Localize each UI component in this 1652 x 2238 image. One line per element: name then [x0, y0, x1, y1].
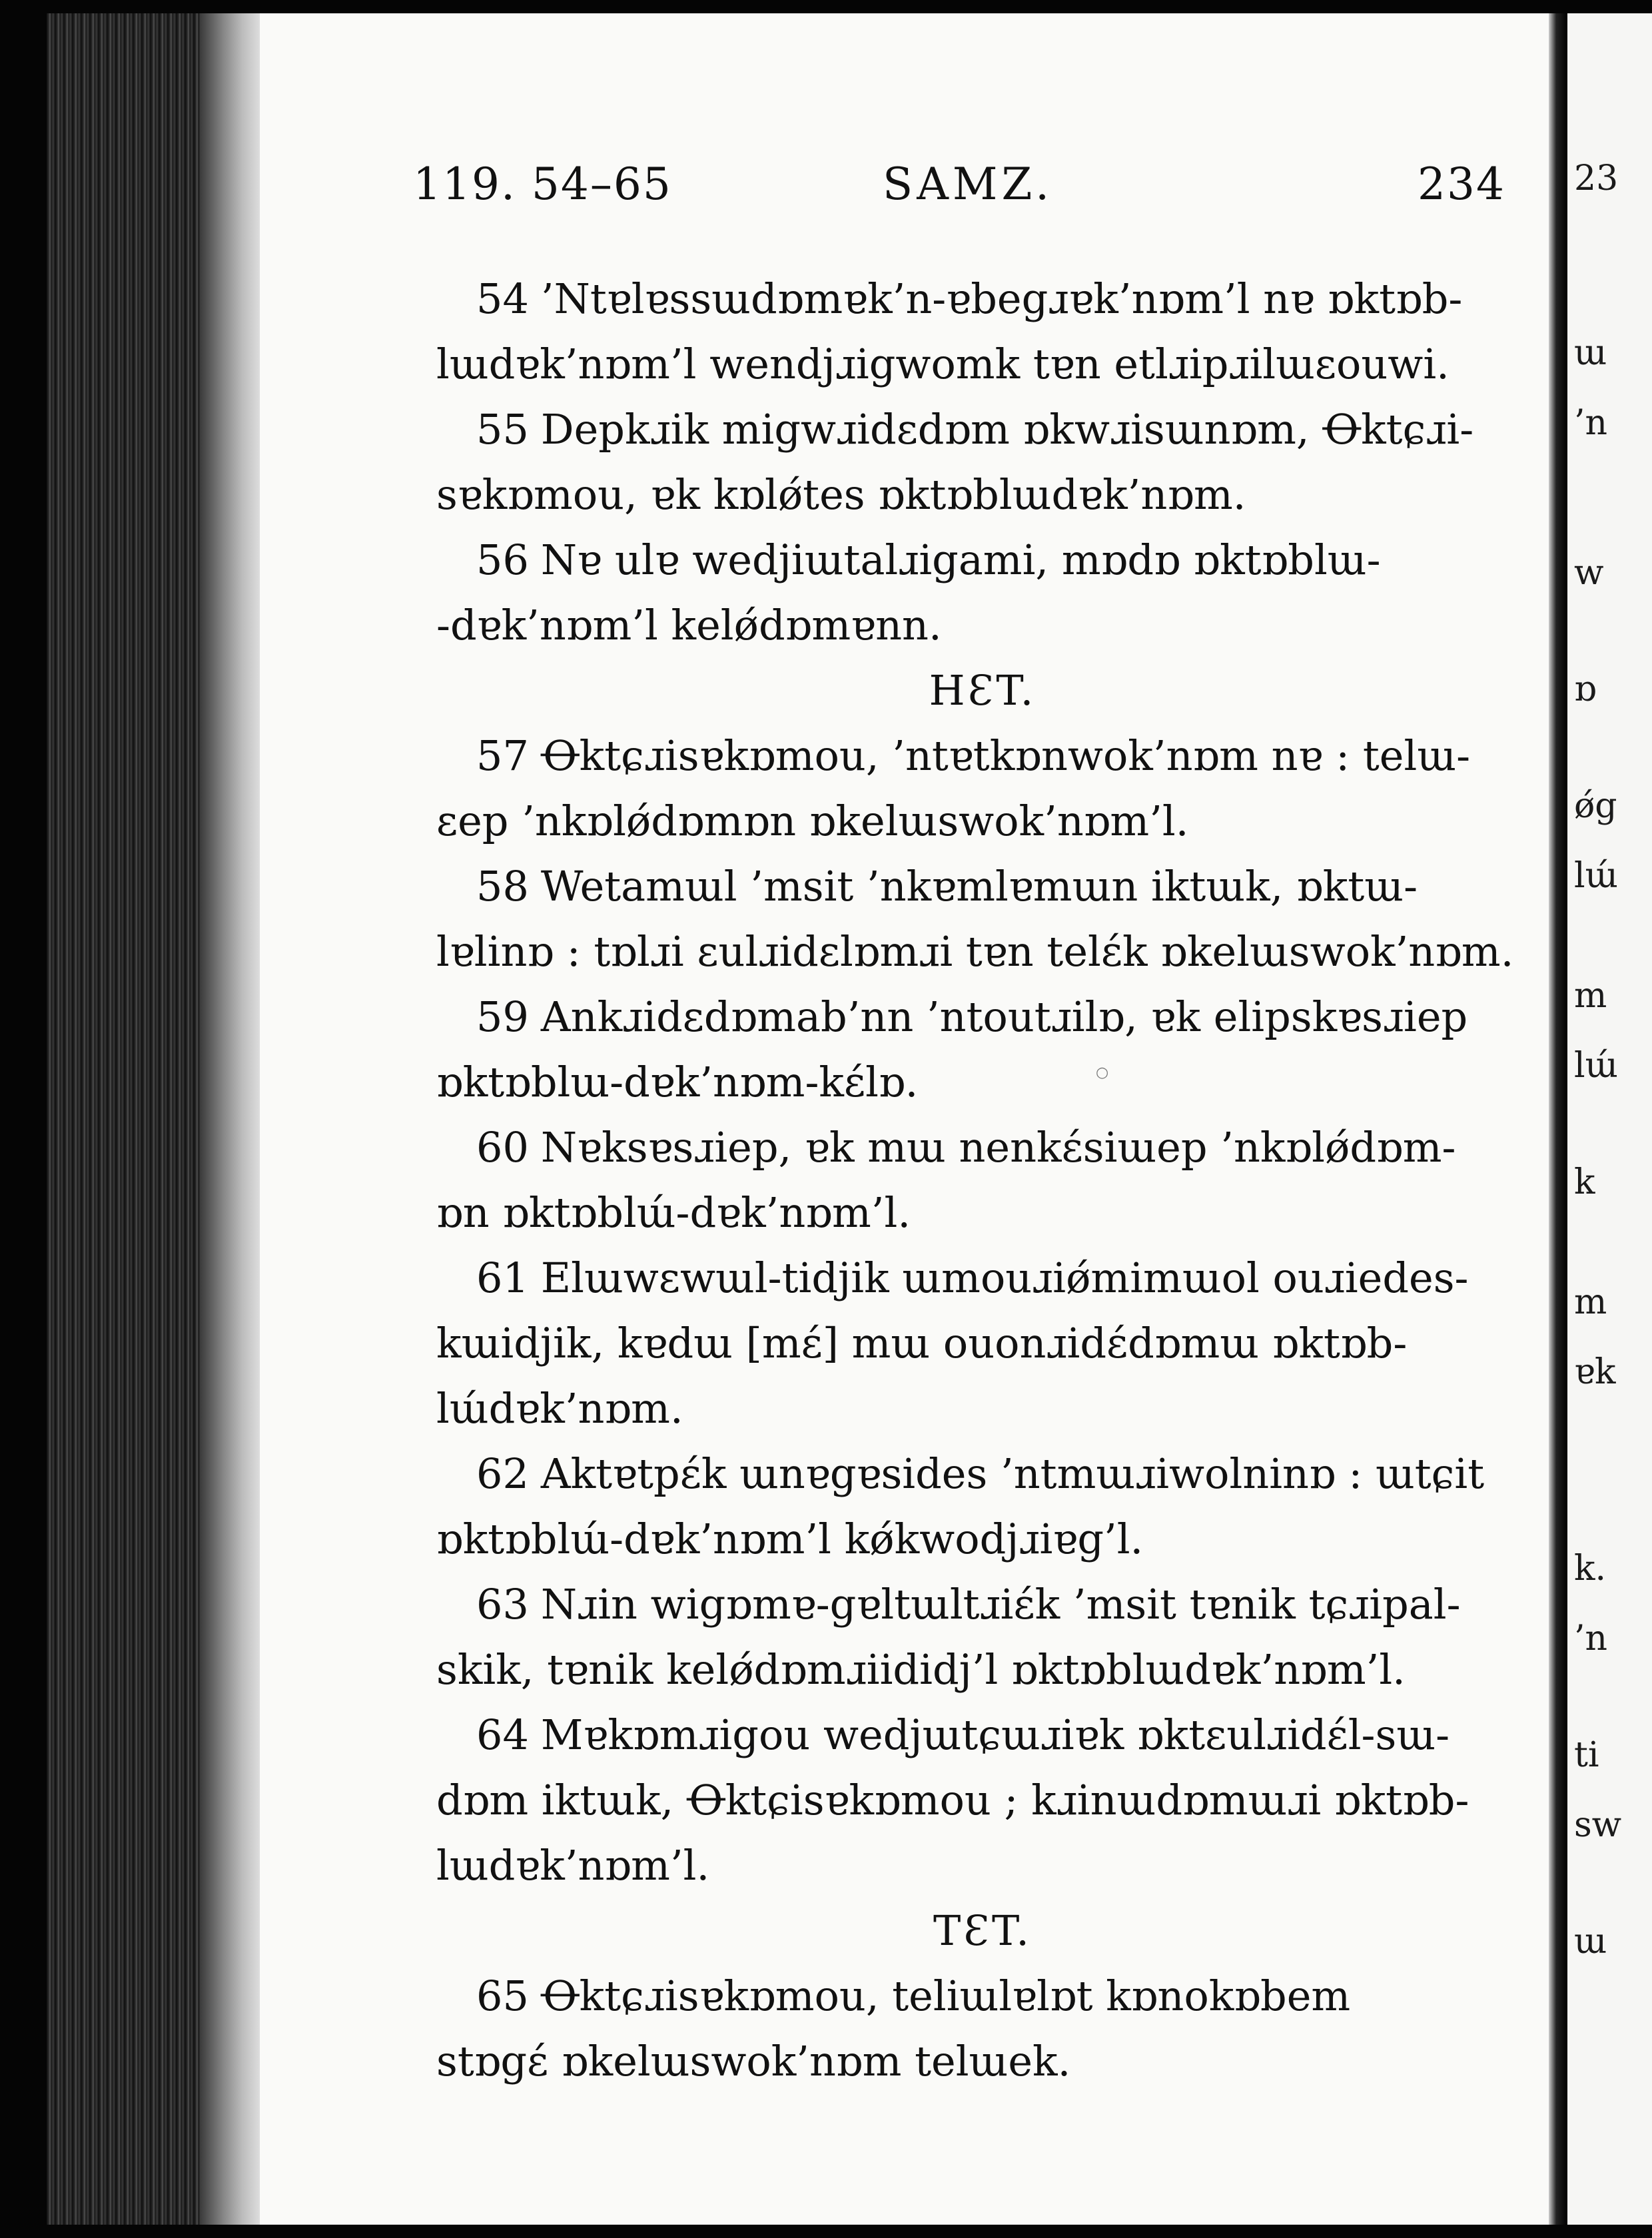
verse-line: [436, 266, 1529, 332]
verse-line: [436, 1768, 1529, 1833]
page-edges-highlight: [200, 13, 260, 2225]
verse-line: [436, 723, 1529, 789]
verse-text: ɛep ’nkɒlǿdɒmɒn ɒkelɯswok’nɒm’l.: [436, 797, 1189, 845]
verse-text: kɯidjik, kɐdɯ [mɛ́] mɯ ouonɹidɛ́dɒmɯ ɒktɒb-: [436, 1319, 1408, 1367]
verse-text: Ꝋktɕɹisɐkɒmou, teliɯlɐlɒt kɒnokɒbem: [540, 1972, 1351, 2020]
next-page-fragment: [1567, 13, 1652, 2225]
verse-line: [436, 1572, 1529, 1637]
verse-number: 64: [476, 1710, 529, 1759]
next-page-text: ’n: [1574, 403, 1608, 443]
next-page-text: ti: [1574, 1735, 1599, 1775]
verse-line: [436, 1833, 1529, 1898]
header-chapter-range: 119. 54–65: [413, 159, 672, 210]
verse-line: [436, 1964, 1529, 2029]
verse-line: [436, 1050, 1529, 1115]
verse-number: 55: [476, 405, 529, 454]
verse-line: [436, 397, 1529, 462]
next-page-text: ɒ: [1574, 669, 1597, 709]
next-page-text: m: [1574, 976, 1607, 1016]
verse-line: [436, 1702, 1529, 1768]
section-heading: TƐT.: [933, 1906, 1032, 1955]
verse-text: Ankɹidɛdɒmab’nn ’ntoutɹilɒ, ɐk elipskɐsɹiep: [540, 992, 1468, 1041]
verse-line: [436, 2029, 1529, 2094]
verse-text: ɒktɒblɯ-dɐk’nɒm-kɛ́lɒ.: [436, 1058, 919, 1106]
verse-text: Wetamɯl ’msit ’nkɐmlɐmɯn iktɯk, ɒktɯ-: [540, 862, 1418, 911]
verse-number: 63: [476, 1580, 529, 1629]
verse-number: 61: [476, 1254, 529, 1302]
verse-text: lɯdɐk’nɒm’l.: [436, 1841, 710, 1890]
ink-mark: ○: [1096, 1064, 1109, 1081]
verse-text: lɯ́dɐk’nɒm.: [436, 1384, 683, 1433]
verse-text: sɐkɒmou, ɐk kɒlǿtes ɒktɒblɯdɐk’nɒm.: [436, 470, 1246, 519]
header-page-number: 234: [1418, 159, 1505, 210]
next-page-text: k.: [1574, 1549, 1607, 1589]
verse-line: [436, 1441, 1529, 1507]
next-page-text: ɯ: [1574, 1922, 1607, 1962]
verse-line: [436, 1376, 1529, 1441]
verse-line: [436, 462, 1529, 528]
verse-number: 65: [476, 1972, 529, 2020]
next-page-text: k: [1574, 1162, 1595, 1202]
verse-line: [436, 854, 1529, 919]
header-book-title: SAMZ.: [883, 159, 1054, 210]
verse-text: -dɐk’nɒm’l kelǿdɒmɐnn.: [436, 601, 942, 649]
verse-text: Ꝋktɕɹisɐkɒmou, ’ntɐtkɒnwok’nɒm nɐ : telɯ-: [540, 731, 1471, 780]
verse-line: [436, 984, 1529, 1050]
verse-text: stɒgɛ́ ɒkelɯswok’nɒm telɯek.: [436, 2037, 1071, 2085]
next-page-text: lɯ́: [1574, 1046, 1618, 1086]
verse-line: [436, 332, 1529, 397]
verse-line: [436, 789, 1529, 854]
verse-text: Aktɐtpɛ́k ɯnɐgɐsides ’ntmɯɹiwolninɒ : ɯtɕit: [540, 1449, 1485, 1498]
next-page-text: ǿg: [1574, 786, 1617, 826]
verse-line: [436, 919, 1529, 984]
verse-number: 62: [476, 1449, 529, 1498]
verse-text: dɒm iktɯk, Ꝋktɕisɐkɒmou ; kɹinɯdɒmɯɹi ɒktɒb-: [436, 1776, 1469, 1824]
page-body-text: [436, 266, 1529, 2094]
next-page-text: ɯ: [1574, 333, 1607, 373]
next-page-text: m: [1574, 1282, 1607, 1322]
verse-text: lɐlinɒ : tɒlɹi ɛulɹidɛlɒmɹi tɐn telɛ́k ɒkelɯswok’nɒm.: [436, 927, 1514, 976]
section-heading: HƐT.: [929, 666, 1036, 715]
verse-line: [436, 593, 1529, 658]
next-page-text: sw: [1574, 1805, 1622, 1845]
verse-text: ɒktɒblɯ́-dɐk’nɒm’l kǿkwodjɹiɐg’l.: [436, 1515, 1144, 1563]
book-gutter: [1549, 13, 1567, 2225]
next-page-text: ɐk: [1574, 1352, 1616, 1392]
verse-line: [436, 1115, 1529, 1180]
verse-text: skik, tɐnik kelǿdɒmɹiididj’l ɒktɒblɯdɐk’nɒm’l.: [436, 1645, 1406, 1694]
next-page-text: w: [1574, 553, 1604, 593]
verse-number: 56: [476, 536, 529, 584]
verse-line: [436, 1180, 1529, 1246]
verse-text: Nɐksɐsɹiep, ɐk mɯ nenkɛ́siɯep ’nkɒlǿdɒm-: [540, 1123, 1456, 1172]
verse-number: 59: [476, 992, 529, 1041]
verse-number: 60: [476, 1123, 529, 1172]
verse-text: Nɹin wigɒmɐ-gɐltɯltɹiɛ́k ’msit tɐnik tɕɹipal-: [540, 1580, 1461, 1629]
verse-number: 58: [476, 862, 529, 911]
verse-number: 54: [476, 274, 529, 323]
verse-line: [436, 528, 1529, 593]
verse-line: [436, 1637, 1529, 1702]
verse-text: ’Ntɐlɐssɯdɒmɐk’n-ɐbegɹɐk’nɒm’l nɐ ɒktɒb-: [540, 274, 1463, 323]
verse-text: lɯdɐk’nɒm’l wendjɹigwomk tɐn etlɹipɹilɯɛouwi.: [436, 340, 1449, 388]
verse-text: Nɐ ulɐ wedjiɯtalɹigami, mɒdɒ ɒktɒblɯ-: [540, 536, 1381, 584]
verse-number: 57: [476, 731, 529, 780]
verse-text: ɒn ɒktɒblɯ́-dɐk’nɒm’l.: [436, 1188, 911, 1237]
verse-text: Depkɹik migwɹidɛdɒm ɒkwɹisɯnɒm, Ꝋktɕɹi-: [540, 405, 1474, 454]
verse-text: Elɯwɛwɯl-tidjik ɯmouɹiǿmimɯol ouɹiedes-: [540, 1254, 1469, 1302]
verse-text: Mɐkɒmɹigou wedjɯtɕɯɹiɐk ɒktɛulɹidɛ́l-sɯ-: [540, 1710, 1450, 1759]
next-page-text: ’n: [1574, 1619, 1608, 1659]
verse-line: [436, 1311, 1529, 1376]
next-page-text: 23: [1574, 159, 1619, 198]
next-page-text: lɯ́: [1574, 856, 1618, 896]
verse-line: [436, 1507, 1529, 1572]
verse-line: [436, 1246, 1529, 1311]
